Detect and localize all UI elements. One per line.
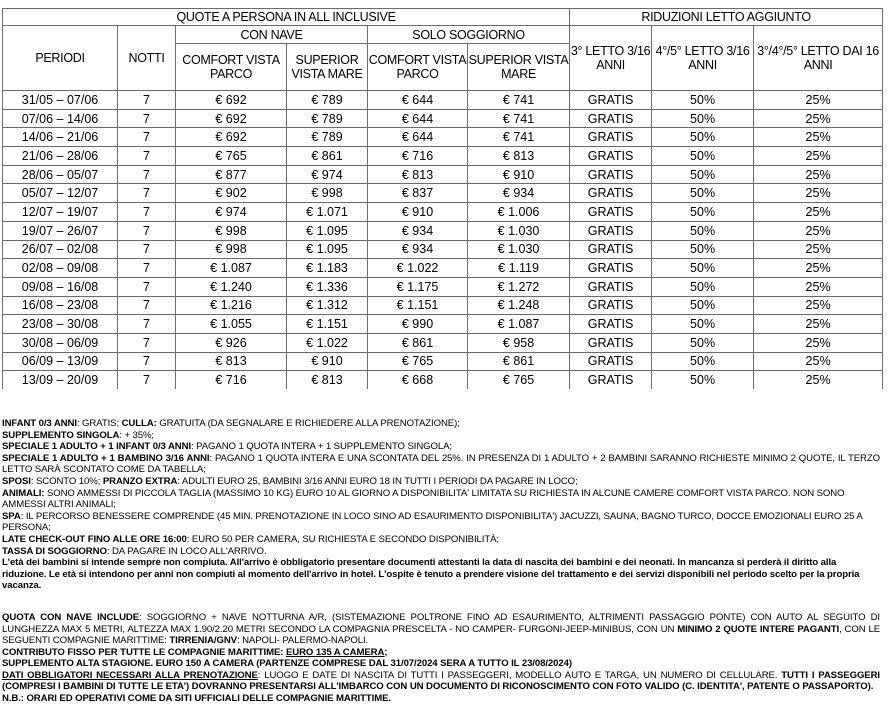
note-dati-label: DATI OBBLIGATORI NECESSARI ALLA PRENOTAZIONE [2,669,258,681]
cell-riduzione-3-letto: GRATIS [570,315,652,334]
cell-periodo: 06/09 – 13/09 [3,352,118,371]
cell-riduzione-45-letto: 50% [652,371,754,389]
header-345-letto: 3°/4°/5° LETTO DAI 16 ANNI [754,26,883,91]
note-singola-label: SUPPLEMENTO SINGOLA [2,429,120,441]
cell-con-nave-comfort: € 716 [176,371,287,389]
cell-solo-soggiorno-superior: € 1.272 [468,277,570,296]
note-sposi [2,476,880,488]
cell-riduzione-45-letto: 50% [652,221,754,240]
cell-riduzione-345-letto: 25% [754,240,883,259]
cell-notti: 7 [118,371,176,389]
note-quota-nave [2,612,880,647]
table-row [3,184,883,203]
table-row [3,371,883,389]
table-row [3,91,883,110]
cell-riduzione-345-letto: 25% [754,315,883,334]
cell-solo-soggiorno-superior: € 741 [468,128,570,147]
table-row [3,165,883,184]
note-nave-text2: , CON LE SEGUENTI COMPAGNIE MARITTIME: [2,623,881,647]
cell-riduzione-3-letto: GRATIS [570,352,652,371]
cell-periodo: 23/08 – 30/08 [3,315,118,334]
cell-riduzione-45-letto: 50% [652,315,754,334]
header-riduzioni-letto: RIDUZIONI LETTO AGGIUNTO [570,9,883,26]
note-nave-text3: : NAPOLI- PALERMO-NAPOLI. [236,635,369,647]
cell-periodo: 07/06 – 14/06 [3,109,118,128]
cell-solo-soggiorno-superior: € 741 [468,91,570,110]
note-infant-label: INFANT 0/3 ANNI [2,418,77,429]
cell-periodo: 14/06 – 21/06 [3,128,118,147]
cell-notti: 7 [118,352,176,371]
note-animali-label: ANIMALI: [2,487,45,499]
cell-solo-soggiorno-superior: € 910 [468,165,570,184]
table-row [3,128,883,147]
cell-riduzione-45-letto: 50% [652,259,754,278]
note-singola [2,430,880,442]
note-tassa [2,546,880,558]
cell-notti: 7 [118,240,176,259]
note-culla-text: GRATUITA (DA SEGNALARE E RICHIEDERE ALLA PRENOTAZIONE); [156,418,460,429]
cell-riduzione-45-letto: 50% [652,352,754,371]
table-row [3,147,883,166]
cell-con-nave-superior: € 861 [287,147,368,166]
cell-notti: 7 [118,203,176,222]
cell-riduzione-345-letto: 25% [754,128,883,147]
cell-solo-soggiorno-superior: € 1.030 [468,240,570,259]
note-animali-text: SONO AMMESSI DI PICCOLA TAGLIA (MASSIMO 10 KG) EURO 10 AL GIORNO A DISPONIBILITA' LIMITATA SU RICHIESTA IN ALCUNE CAMERE COMFORT VISTA PARCO. NON SONO AMMESSI ALTRI ANIMALI; [2,487,845,511]
cell-notti: 7 [118,109,176,128]
cell-periodo: 30/08 – 06/09 [3,333,118,352]
table-row [3,277,883,296]
cell-solo-soggiorno-comfort: € 716 [368,147,468,166]
table-row [3,203,883,222]
cell-notti: 7 [118,259,176,278]
note-dati-bold: TUTTI I PASSEGGERI (COMPRESI I BAMBINI DI TUTTE LE ETA') DOVRANNO PRESENTARSI ALL'IMBARCO CON UN DOCUMENTO DI RICONOSCIMENTO CON FOTO VALIDO (C. IDENTITA', PATENTE O PASSAPORTO). [2,669,880,693]
note-spec-bambino-label: SPECIALE 1 ADULTO + 1 BAMBINO 3/16 ANNI [2,452,210,464]
cell-con-nave-superior: € 789 [287,109,368,128]
note-dati-obbligatori [2,670,880,693]
table-row [3,333,883,352]
price-table-body [3,91,883,390]
table-row [3,352,883,371]
cell-riduzione-3-letto: GRATIS [570,333,652,352]
cell-riduzione-3-letto: GRATIS [570,240,652,259]
note-sposi-text: : SCONTO 10%; [30,475,103,487]
cell-con-nave-superior: € 1.022 [287,333,368,352]
cell-periodo: 02/08 – 09/08 [3,259,118,278]
cell-riduzione-345-letto: 25% [754,203,883,222]
cell-riduzione-3-letto: GRATIS [570,128,652,147]
cell-solo-soggiorno-superior: € 741 [468,109,570,128]
cell-riduzione-345-letto: 25% [754,221,883,240]
note-checkout-text: : EURO 50 PER CAMERA, SU RICHIESTA E SECONDO DISPONIBILITÀ; [186,533,499,545]
table-row [3,109,883,128]
table-row [3,240,883,259]
cell-riduzione-45-letto: 50% [652,184,754,203]
header-periodi: PERIODI [3,26,118,91]
price-table [2,8,883,389]
document-page [0,8,888,705]
cell-solo-soggiorno-superior: € 861 [468,352,570,371]
cell-notti: 7 [118,128,176,147]
cell-con-nave-superior: € 1.095 [287,240,368,259]
cell-con-nave-comfort: € 877 [176,165,287,184]
note-checkout [2,534,880,546]
cell-solo-soggiorno-comfort: € 765 [368,352,468,371]
cell-con-nave-superior: € 789 [287,91,368,110]
cell-solo-soggiorno-comfort: € 644 [368,91,468,110]
cell-riduzione-3-letto: GRATIS [570,165,652,184]
cell-con-nave-superior: € 910 [287,352,368,371]
header-cn-comfort: COMFORT VISTA PARCO [176,44,287,91]
note-culla-label: CULLA: [121,418,157,429]
cell-riduzione-3-letto: GRATIS [570,371,652,389]
note-contributo-value: EURO 135 A CAMERA; [285,646,388,658]
cell-riduzione-3-letto: GRATIS [570,259,652,278]
cell-solo-soggiorno-superior: € 1.030 [468,221,570,240]
cell-notti: 7 [118,147,176,166]
cell-con-nave-comfort: € 974 [176,203,287,222]
cell-riduzione-345-letto: 25% [754,165,883,184]
cell-periodo: 31/05 – 07/06 [3,91,118,110]
note-tassa-label: TASSA DI SOGGIORNO [2,545,107,557]
cell-periodo: 21/06 – 28/06 [3,147,118,166]
note-infant [2,418,880,430]
cell-con-nave-comfort: € 998 [176,221,287,240]
cell-riduzione-345-letto: 25% [754,277,883,296]
note-contributo-label: CONTRIBUTO FISSO PER TUTTE LE COMPAGNIE MARITTIME: [2,646,286,658]
note-nave-compagnie: TIRRENIA/GNV [169,635,237,647]
cell-periodo: 16/08 – 23/08 [3,296,118,315]
cell-solo-soggiorno-comfort: € 837 [368,184,468,203]
cell-con-nave-superior: € 1.336 [287,277,368,296]
cell-con-nave-comfort: € 692 [176,128,287,147]
cell-periodo: 28/06 – 05/07 [3,165,118,184]
cell-notti: 7 [118,315,176,334]
note-sposi-label: SPOSI [2,475,31,487]
cell-solo-soggiorno-comfort: € 990 [368,315,468,334]
cell-solo-soggiorno-comfort: € 910 [368,203,468,222]
cell-periodo: 19/07 – 26/07 [3,221,118,240]
cell-con-nave-superior: € 813 [287,371,368,389]
cell-solo-soggiorno-superior: € 958 [468,333,570,352]
cell-con-nave-comfort: € 692 [176,91,287,110]
note-singola-text: : + 35%; [119,429,154,441]
cell-notti: 7 [118,333,176,352]
cell-solo-soggiorno-comfort: € 644 [368,128,468,147]
cell-riduzione-45-letto: 50% [652,147,754,166]
cell-riduzione-45-letto: 50% [652,91,754,110]
note-nave-min-label: MINIMO 2 QUOTE INTERE PAGANTI [677,623,840,635]
cell-con-nave-superior: € 1.183 [287,259,368,278]
header-notti: NOTTI [118,26,176,91]
note-spa-text: : IL PERCORSO BENESSERE COMPRENDE (45 MIN. PRENOTAZIONE IN LOCO SINO AD ESAURIMENTO DISPONIBILITA') JACUZZI, SAUNA, BAGNO TURCO, DOCCE EMOZIONALI EURO 25 A PERSONA; [2,510,863,534]
cell-riduzione-345-letto: 25% [754,352,883,371]
header-con-nave: CON NAVE [176,26,368,44]
cell-solo-soggiorno-comfort: € 1.175 [368,277,468,296]
cell-solo-soggiorno-comfort: € 934 [368,240,468,259]
cell-notti: 7 [118,296,176,315]
cell-riduzione-3-letto: GRATIS [570,296,652,315]
table-row [3,221,883,240]
cell-solo-soggiorno-superior: € 1.119 [468,259,570,278]
cell-notti: 7 [118,277,176,296]
cell-con-nave-superior: € 1.071 [287,203,368,222]
notes-section [2,418,880,705]
cell-riduzione-3-letto: GRATIS [570,109,652,128]
cell-riduzione-345-letto: 25% [754,147,883,166]
cell-con-nave-comfort: € 902 [176,184,287,203]
cell-riduzione-345-letto: 25% [754,184,883,203]
cell-riduzione-45-letto: 50% [652,333,754,352]
note-spa [2,511,880,534]
cell-notti: 7 [118,221,176,240]
cell-con-nave-superior: € 974 [287,165,368,184]
cell-solo-soggiorno-comfort: € 644 [368,109,468,128]
note-pranzo-label: PRANZO EXTRA [102,475,178,487]
cell-riduzione-45-letto: 50% [652,240,754,259]
cell-periodo: 12/07 – 19/07 [3,203,118,222]
cell-con-nave-superior: € 998 [287,184,368,203]
cell-riduzione-3-letto: GRATIS [570,277,652,296]
cell-con-nave-comfort: € 1.087 [176,259,287,278]
cell-con-nave-comfort: € 692 [176,109,287,128]
header-cn-superior: SUPERIOR VISTA MARE [287,44,368,91]
cell-riduzione-3-letto: GRATIS [570,203,652,222]
cell-solo-soggiorno-superior: € 1.248 [468,296,570,315]
cell-periodo: 13/09 – 20/09 [3,371,118,389]
cell-riduzione-345-letto: 25% [754,371,883,389]
cell-con-nave-comfort: € 926 [176,333,287,352]
cell-solo-soggiorno-comfort: € 668 [368,371,468,389]
note-speciale-infant [2,441,880,453]
cell-riduzione-3-letto: GRATIS [570,184,652,203]
cell-con-nave-comfort: € 998 [176,240,287,259]
cell-riduzione-45-letto: 50% [652,128,754,147]
cell-solo-soggiorno-comfort: € 861 [368,333,468,352]
cell-riduzione-3-letto: GRATIS [570,91,652,110]
cell-con-nave-comfort: € 1.216 [176,296,287,315]
cell-solo-soggiorno-superior: € 1.087 [468,315,570,334]
cell-solo-soggiorno-superior: € 765 [468,371,570,389]
note-tassa-text: : DA PAGARE IN LOCO ALL'ARRIVO. [106,545,267,557]
table-row [3,296,883,315]
cell-con-nave-superior: € 1.312 [287,296,368,315]
header-45-letto: 4°/5° LETTO 3/16 ANNI [652,26,754,91]
cell-notti: 7 [118,165,176,184]
cell-riduzione-345-letto: 25% [754,296,883,315]
cell-riduzione-45-letto: 50% [652,296,754,315]
note-contributo [2,647,880,659]
cell-con-nave-comfort: € 1.240 [176,277,287,296]
cell-periodo: 09/08 – 16/08 [3,277,118,296]
note-nave-label: QUOTA CON NAVE INCLUDE [2,611,140,623]
note-checkout-label: LATE CHECK-OUT FINO ALLE ORE 16:00 [2,533,187,545]
table-row [3,315,883,334]
note-spec-infant-text: : PAGANO 1 QUOTA INTERA + 1 SUPPLEMENTO SINGOLA; [191,441,452,453]
note-animali [2,488,880,511]
cell-riduzione-3-letto: GRATIS [570,221,652,240]
cell-periodo: 05/07 – 12/07 [3,184,118,203]
cell-con-nave-superior: € 1.095 [287,221,368,240]
note-spa-label: SPA [2,510,21,522]
note-nave-text: : SOGGIORNO + NAVE NOTTURNA A/R, (SISTEMAZIONE POLTRONE FINO AD ESAURIMENTO, ALTRIMENTI PASSAGGIO PONTE) CON AUTO AL SEGUITO DI LUNGHEZZA MAX 5 METRI, ALTEZZA MAX 1.90/2.20 METRI SECONDO LA COMPAGNIA PRESCELTA - NO CAMPER- FURGONI-JEEP-MINIBUS, CON UN [2,611,880,635]
cell-riduzione-345-letto: 25% [754,333,883,352]
note-pranzo-text: : ADULTI EURO 25, BAMBINI 3/16 ANNI EURO 18 IN TUTTI I PERIODI DA PAGARE IN LOCO; [177,475,578,487]
cell-riduzione-45-letto: 50% [652,203,754,222]
cell-riduzione-345-letto: 25% [754,259,883,278]
cell-riduzione-45-letto: 50% [652,109,754,128]
cell-solo-soggiorno-comfort: € 813 [368,165,468,184]
cell-con-nave-superior: € 789 [287,128,368,147]
note-spec-infant-label: SPECIALE 1 ADULTO + 1 INFANT 0/3 ANNI [2,441,192,453]
cell-solo-soggiorno-superior: € 813 [468,147,570,166]
cell-solo-soggiorno-comfort: € 1.151 [368,296,468,315]
header-3-letto: 3° LETTO 3/16 ANNI [570,26,652,91]
cell-riduzione-345-letto: 25% [754,91,883,110]
cell-con-nave-comfort: € 765 [176,147,287,166]
cell-riduzione-3-letto: GRATIS [570,147,652,166]
cell-con-nave-comfort: € 813 [176,352,287,371]
cell-riduzione-345-letto: 25% [754,109,883,128]
cell-solo-soggiorno-superior: € 934 [468,184,570,203]
note-dati-text: : LUOGO E DATE DI NASCITA DI TUTTI I PASSEGGERI, MODELLO AUTO E TARGA, UN NUMERO DI CELLULARE. [257,669,782,681]
cell-periodo: 26/07 – 02/08 [3,240,118,259]
note-alta-stagione: SUPPLEMENTO ALTA STAGIONE. EURO 150 A CAMERA (PARTENZE COMPRESE DAL 31/07/2024 SERA A TUTTO IL 23/08/2024) [2,658,572,670]
cell-con-nave-superior: € 1.151 [287,315,368,334]
cell-solo-soggiorno-comfort: € 1.022 [368,259,468,278]
header-ss-comfort: COMFORT VISTA PARCO [368,44,468,91]
header-solo-soggiorno: SOLO SOGGIORNO [368,26,570,44]
cell-riduzione-45-letto: 50% [652,277,754,296]
note-eta-bambini: L'età dei bambini si intende sempre non compiuta. All'arrivo è obbligatorio presentare documenti attestanti la data di nascita dei bambini e dei neonati. In mancanza si perderà il diritto alla riduzione. Le età si intendono per anni non compiuti al momento dell'arrivo in hotel. L'ospite è tenuto a prendere visione del trattamento e dei servizi disponibili nel periodo scelto per la propria vacanza. [2,557,860,592]
note-spec-bambino-text: : PAGANO 1 QUOTA INTERA E UNA SCONTATA DEL 25%. IN PRESENZA DI 1 ADULTO + 2 BAMBINI SARANNO RICHIESTE MINIMO 2 QUOTE, IL TERZO LETTO SARÀ SCONTATO COME DA TABELLA; [2,452,880,476]
note-infant-text: : GRATIS; [76,418,122,429]
cell-solo-soggiorno-superior: € 1.006 [468,203,570,222]
note-nb: N.B.: ORARI ED OPERATIVI COME DA SITI UFFICIALI DELLE COMPAGNIE MARITTIME. [2,693,391,705]
header-ss-superior: SUPERIOR VISTA MARE [468,44,570,91]
notes-spacer [2,592,880,612]
note-speciale-bambino [2,453,880,476]
cell-con-nave-comfort: € 1.055 [176,315,287,334]
cell-solo-soggiorno-comfort: € 934 [368,221,468,240]
cell-notti: 7 [118,91,176,110]
header-quote-all-inclusive: QUOTE A PERSONA IN ALL INCLUSIVE [3,9,570,26]
table-row [3,259,883,278]
cell-notti: 7 [118,184,176,203]
cell-riduzione-45-letto: 50% [652,165,754,184]
